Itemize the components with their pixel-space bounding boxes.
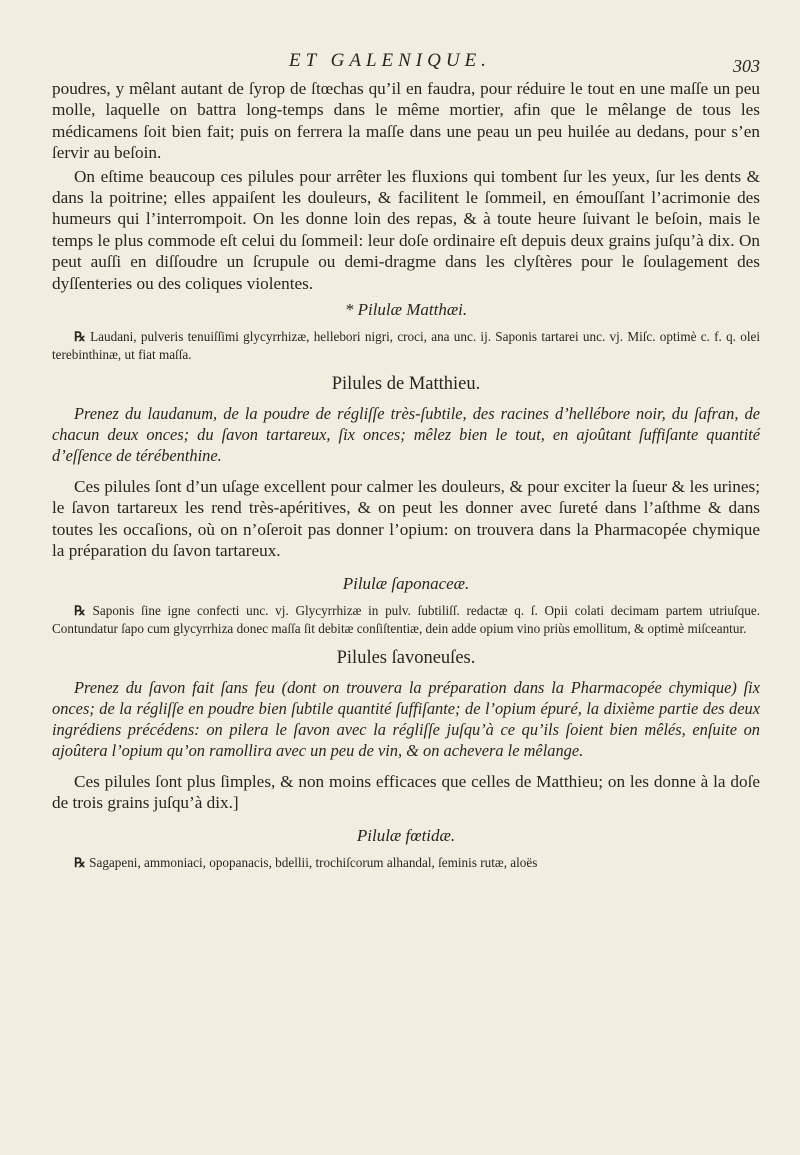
paragraph-usage: On eſtime beaucoup ces pilules pour arrêter les fluxions qui tombent ſur les yeux, ſur les dents & dans la poitrine; elles appaiſent les douleurs, & facilitent le ſommeil, en émouſſant l’acrimonie des humeurs qui l’interrompoit. On les donne loin des repas, & à toute heure ſuivant le beſoin, mais le temps le plus commode eſt celui du ſommeil: leur doſe ordinaire eſt depuis deux grains juſqu’à dix. On peut auſſi en diſſoudre un ſcrupule ou demi-dragme dans les clyſtères pour le ſoulagement des dyſſenteries ou des coliques violentes. (52, 166, 760, 293)
running-title: ET GALENIQUE. (289, 50, 491, 71)
section-title-french: Pilules de Matthieu. (331, 374, 481, 395)
page-header (0, 50, 800, 80)
recipe-french: Prenez du laudanum, de la poudre de régliſſe très-ſubtile, des racines d’hellébore noir, du ſafran, de chacun deux onces; du ſavon tartareux, ſix onces; mêlez bien le tout, en ajoûtant ſuffiſante quantité d’eſſence de térébenthine. (52, 404, 760, 466)
section-title-latin: * Pilulæ Matthæi. (344, 300, 468, 320)
recipe-symbol: ℞ (74, 602, 86, 618)
section-title-latin: Pilulæ ſaponaceæ. (342, 573, 470, 593)
page-number: 303 (733, 56, 760, 76)
recipe-latin (52, 328, 760, 364)
recipe-text: Sagapeni, ammoniaci, opopanacis, bdellii, trochiſcorum alhandal, ſeminis rutæ, aloës (89, 854, 538, 870)
recipe-symbol: ℞ (74, 854, 86, 870)
paragraph-continuation: poudres, y mêlant autant de ſyrop de ſtœchas qu’il en faudra, pour réduire le tout en une maſſe un peu molle, laquelle on battra long-temps dans le même mortier, afin que le mêlange de tous les médicamens ſoit bien fait; puis on ferrera la maſſe dans une peau un peu huilée au dedans, pour s’en ſervir au beſoin. (52, 79, 760, 163)
recipe-text: Laudani, pulveris tenuiſſimi glycyrrhizæ, hellebori nigri, croci, ana unc. ij. Saponis tartarei unc. vj. Miſc. optimè c. f. q. olei terebinthinæ, ut fiat maſſa. (52, 329, 760, 363)
recipe-text: Saponis ſine igne confecti unc. vj. Glycyrrhizæ in pulv. ſubtiliſſ. redactæ q. ſ. Opii colati decimam partem utriuſque. Contundatur ſapo cum glycyrrhiza donec maſſa ſit debitæ conſiſtentiæ, dein adde opium vino priùs emollitum, & optimè miſceantur. (52, 602, 760, 636)
recipe-latin (52, 602, 760, 638)
recipe-symbol: ℞ (74, 329, 86, 345)
section-title-french: Pilules ſavoneuſes. (336, 647, 476, 668)
page-body (52, 78, 760, 872)
recipe-french: Prenez du ſavon fait ſans feu (dont on trouvera la préparation dans la Pharmacopée chymique) ſix onces; de la régliſſe en poudre bien ſubtile quantité ſuffiſante; de l’opium épuré, la dixième partie des deux ingrédiens précédens: on pilera le ſavon avec la régliſſe juſqu’à ce qu’ils ſoient bien mêlés, enſuite on ajoûtera l’opium qu’on ramollira avec un peu de vin, & on achevera le mêlange. (52, 677, 760, 760)
paragraph-commentary: Ces pilules ſont d’un uſage excellent pour calmer les douleurs, & pour exciter la ſueur & les urines; le ſavon tartareux les rend très-apéritives, & on peut les donner avec ſureté dans l’aſthme & dans toutes les occaſions, où on n’oſeroit pas donner l’opium: on trouvera dans la Pharmacopée chymique la préparation du ſavon tartareux. (52, 477, 760, 561)
section-title-latin: Pilulæ fœtidæ. (356, 825, 456, 845)
paragraph-commentary: Ces pilules ſont plus ſimples, & non moins efficaces que celles de Matthieu; on les donne à la doſe de trois grains juſqu’à dix.] (52, 771, 760, 813)
recipe-latin (52, 854, 760, 872)
